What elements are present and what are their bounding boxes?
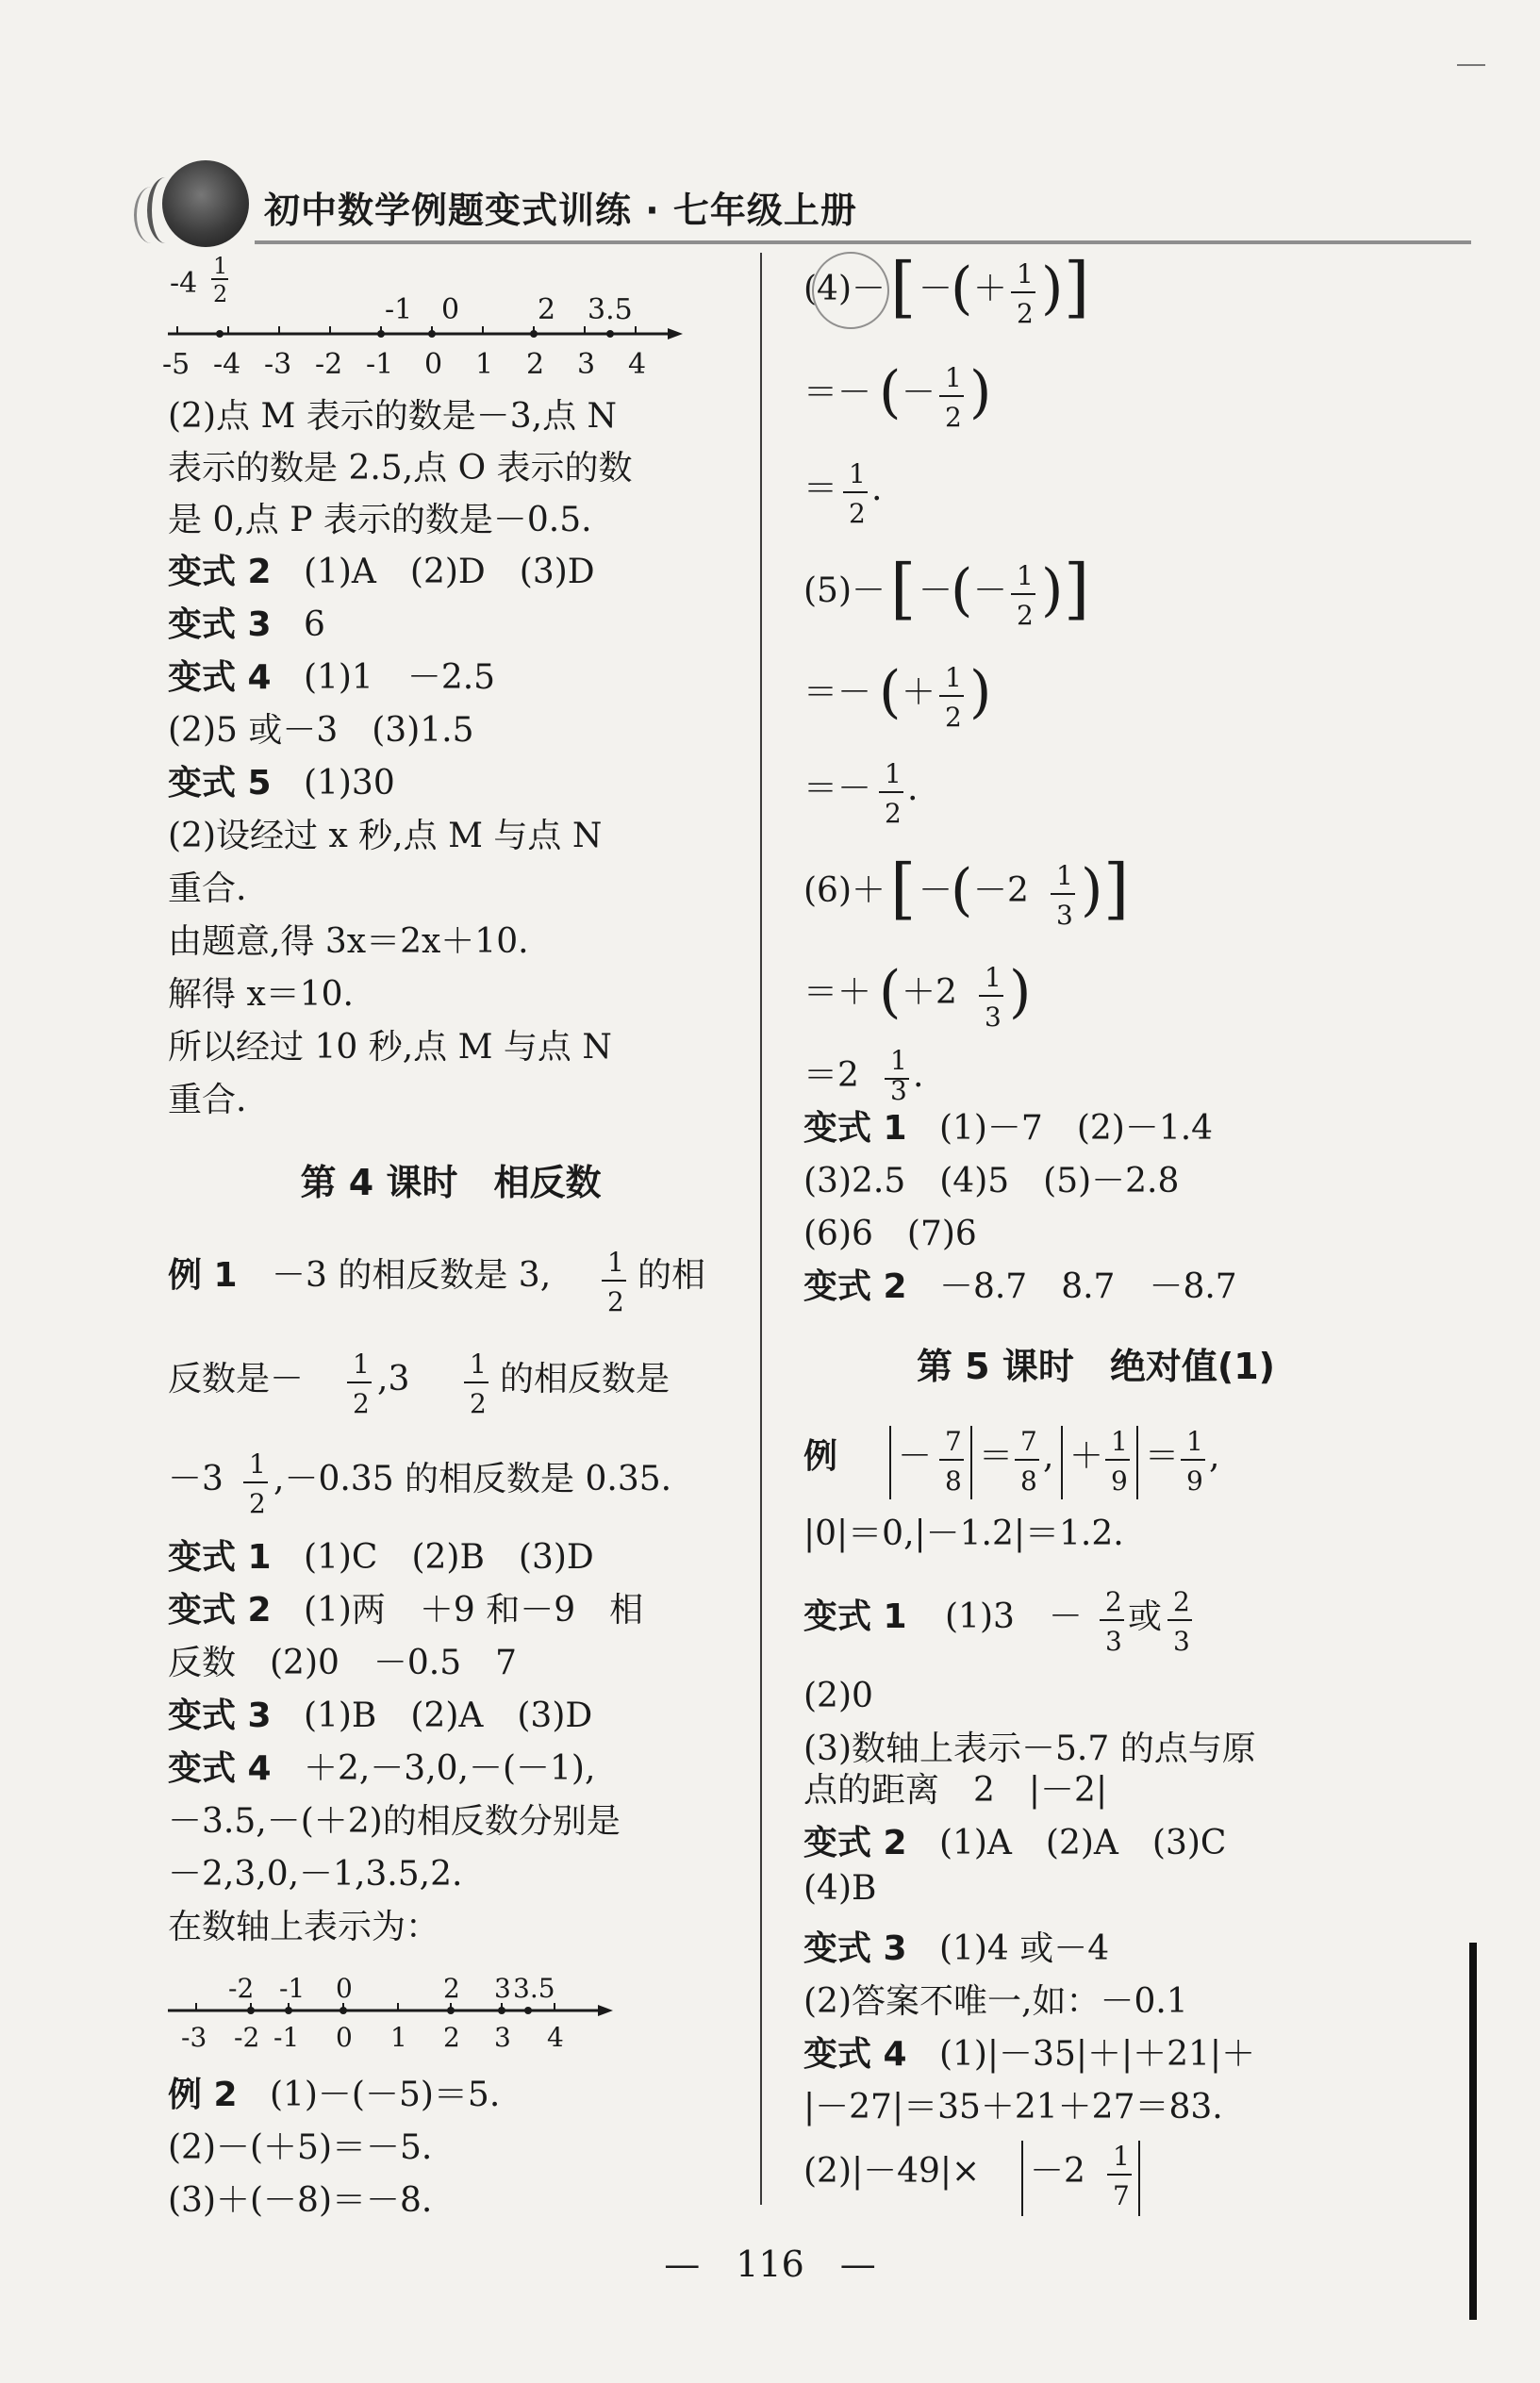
expr-text: － bbox=[973, 571, 1008, 610]
ex1-frac-num: 1 bbox=[607, 1247, 624, 1278]
paren-close: ) bbox=[1009, 959, 1032, 1025]
expr-text: , bbox=[1209, 1437, 1220, 1476]
nl2-tick-label: 2 bbox=[443, 2022, 460, 2053]
answer-rv2 bbox=[803, 1260, 1237, 1308]
answer-label: 变式 3 bbox=[168, 1696, 272, 1735]
ex1-frac-num: 1 bbox=[470, 1349, 487, 1380]
nl2-tick-label: 0 bbox=[336, 2022, 353, 2053]
expr-text: , bbox=[1043, 1437, 1054, 1476]
frac-den: 2 bbox=[1017, 298, 1034, 329]
ex1-text: 反数是－ bbox=[168, 1360, 305, 1398]
nl2-tick-label: 3 bbox=[494, 2022, 511, 2053]
answer-text: (1)C (2)B (3)D bbox=[303, 1538, 594, 1577]
expr-text: 或 bbox=[1128, 1597, 1163, 1636]
answer-label: 变式 2 bbox=[168, 553, 272, 591]
answer-text: (1)B (2)A (3)D bbox=[303, 1696, 593, 1735]
text-line: (2)设经过 x 秒,点 M 与点 N bbox=[168, 817, 603, 855]
paren-close: ) bbox=[969, 359, 992, 425]
frac-den: 2 bbox=[885, 798, 902, 829]
nl2-top-label: 2 bbox=[443, 1973, 460, 2004]
expr-text: ＝2 bbox=[803, 1056, 859, 1095]
nl1-top-label: -1 bbox=[385, 293, 413, 326]
frac-den: 9 bbox=[1186, 1465, 1203, 1497]
expr-text: ＝ bbox=[803, 470, 838, 508]
paren-open: ( bbox=[951, 857, 973, 923]
answer-text: (1)4 或－4 bbox=[938, 1929, 1110, 1968]
answer-text: (1)－(－5)＝5. bbox=[269, 2076, 501, 2114]
answer-bs4 bbox=[168, 651, 495, 699]
period: . bbox=[871, 470, 883, 508]
ex1-text: －3 的相反数是 3, bbox=[272, 1256, 552, 1295]
paren-open: ( bbox=[951, 557, 973, 623]
answer-ex2 bbox=[168, 2068, 500, 2116]
ex1-text: 的相反数是 bbox=[500, 1360, 671, 1398]
paren-open: ( bbox=[879, 659, 902, 725]
expr-text: － bbox=[902, 373, 936, 412]
expr-text: － bbox=[919, 571, 953, 610]
answer-label: 变式 4 bbox=[168, 1749, 272, 1788]
period: . bbox=[913, 1056, 924, 1095]
nl1-tick-label: -5 bbox=[162, 348, 190, 381]
top-edge-mark bbox=[1457, 64, 1485, 66]
frac-num: 1 bbox=[1111, 1426, 1128, 1457]
answer-v1 bbox=[168, 1531, 594, 1579]
answer-label: 变式 1 bbox=[803, 1109, 907, 1148]
ex1-frac-den: 2 bbox=[249, 1488, 266, 1519]
frac-den: 2 bbox=[945, 402, 962, 433]
answer-text: 6 bbox=[303, 605, 325, 644]
answer-text: (1)30 bbox=[303, 764, 395, 803]
section-title-5: 第 5 课时 绝对值(1) bbox=[916, 1346, 1276, 1387]
page-header bbox=[141, 141, 1462, 245]
answer-label: 变式 1 bbox=[803, 1597, 907, 1636]
frac-num: 1 bbox=[1017, 258, 1034, 290]
column-divider bbox=[760, 253, 762, 2205]
nl2-top-label: -2 bbox=[228, 1973, 255, 2004]
expr-text: ＋2 bbox=[902, 973, 957, 1012]
expr-text: (2)|－49|× bbox=[803, 2152, 981, 2191]
paren-open: ( bbox=[879, 959, 902, 1025]
nl1-tick-label: 2 bbox=[526, 348, 545, 381]
bracket-close: ] bbox=[1103, 850, 1130, 927]
text-line: (3)＋(－8)＝－8. bbox=[168, 2181, 433, 2220]
answer-text: (1)1 －2.5 bbox=[303, 658, 496, 697]
answer-v3 bbox=[168, 1689, 592, 1737]
nl2-point bbox=[247, 2007, 255, 2014]
nl1-point bbox=[606, 330, 614, 338]
bracket-close: ] bbox=[1064, 248, 1090, 325]
text-line: －3.5,－(＋2)的相反数分别是 bbox=[168, 1802, 621, 1841]
nl2-tick-label: -3 bbox=[181, 2022, 207, 2053]
nl1-label-a-den: 2 bbox=[213, 281, 228, 307]
ex1-frac-den: 2 bbox=[353, 1388, 370, 1419]
answer-text: (1)A (2)D (3)D bbox=[303, 553, 595, 591]
nl1-arrow bbox=[668, 328, 683, 339]
text-line: (2)5 或－3 (3)1.5 bbox=[168, 711, 474, 750]
expr-text: ＋ bbox=[973, 270, 1008, 308]
page-number: — 116 — bbox=[664, 2243, 876, 2285]
nl2-top-label: 3 bbox=[494, 1973, 511, 2004]
frac-den: 2 bbox=[849, 498, 866, 529]
number-line-1 bbox=[162, 253, 696, 385]
nl1-tick-label: 4 bbox=[628, 348, 647, 381]
expr-text: ＝－ bbox=[803, 673, 872, 712]
nl1-tick-label: 3 bbox=[577, 348, 596, 381]
expr-text: －2 bbox=[1030, 2152, 1085, 2191]
nl2-point bbox=[447, 2007, 455, 2014]
bracket-open: [ bbox=[890, 550, 917, 627]
frac-den: 8 bbox=[1020, 1465, 1037, 1497]
ex1-frac-num: 1 bbox=[353, 1349, 370, 1380]
bracket-close: ] bbox=[1064, 550, 1090, 627]
nl1-top-label: 0 bbox=[441, 293, 460, 326]
nl2-point bbox=[524, 2007, 532, 2014]
answer-label: 变式 4 bbox=[168, 658, 272, 697]
nl2-top-label: 3.5 bbox=[513, 1973, 555, 2004]
frac-num: 1 bbox=[985, 962, 1002, 993]
answer-bs3 bbox=[168, 598, 325, 646]
expr-text: ＋ bbox=[1069, 1437, 1104, 1476]
text-line: (2)－(＋5)＝－5. bbox=[168, 2128, 433, 2167]
header-title: 初中数学例题变式训练 · 七年级上册 bbox=[264, 190, 857, 231]
frac-den: 9 bbox=[1111, 1465, 1128, 1497]
nl1-top-label: 2 bbox=[538, 293, 556, 326]
text-line: 重合. bbox=[168, 869, 247, 908]
abs-example-label: 例 bbox=[803, 1437, 838, 1476]
expr-text: － bbox=[898, 1437, 933, 1476]
nl1-top-label: 3.5 bbox=[588, 293, 633, 326]
text-line: (4)B bbox=[803, 1869, 877, 1908]
text-line: (6)6 (7)6 bbox=[803, 1215, 977, 1253]
example-1-label: 例 1 bbox=[168, 1256, 238, 1295]
header-rule bbox=[255, 240, 1471, 244]
ex1-text: 的相 bbox=[638, 1256, 706, 1295]
answer-text: (1)|－35|＋|＋21|＋ bbox=[938, 2035, 1256, 2074]
answer-v4 bbox=[168, 1742, 595, 1790]
abs-example-block bbox=[803, 1413, 1445, 1809]
nl1-tick-label: 0 bbox=[424, 348, 443, 381]
nl2-tick-label: -2 bbox=[234, 2022, 260, 2053]
expr-text: (6)＋ bbox=[803, 871, 886, 910]
text-line: |－27|＝35＋21＋27＝83. bbox=[803, 2088, 1223, 2126]
paren-close: ) bbox=[1041, 557, 1064, 623]
answer-label: 变式 4 bbox=[803, 2035, 907, 2074]
logo-ball-icon bbox=[162, 160, 249, 247]
section-title-4: 第 4 课时 相反数 bbox=[300, 1162, 602, 1203]
text-line: 是 0,点 P 表示的数是－0.5. bbox=[168, 501, 592, 539]
expr-text: ＝－ bbox=[803, 373, 872, 412]
answer-bs5 bbox=[168, 756, 395, 804]
answer-label: 变式 3 bbox=[168, 605, 272, 644]
expr-text: ＝＋ bbox=[803, 973, 872, 1012]
paren-close: ) bbox=[969, 659, 992, 725]
expr-text: ＝ bbox=[979, 1437, 1014, 1476]
expr-text: － bbox=[919, 270, 953, 308]
answer-text: (1)两 ＋9 和－9 相 bbox=[303, 1591, 644, 1630]
abs-product-line bbox=[803, 2129, 1445, 2224]
text-line: 解得 x＝10. bbox=[168, 975, 354, 1014]
text-line: 由题意,得 3x＝2x＋10. bbox=[168, 922, 529, 961]
expr-text: －2 bbox=[973, 871, 1029, 910]
expr-text: ＋ bbox=[902, 673, 936, 712]
nl1-point bbox=[428, 330, 436, 338]
paren-open: ( bbox=[879, 359, 902, 425]
nl2-top-label: 0 bbox=[336, 1973, 353, 2004]
frac-num: 1 bbox=[1056, 860, 1073, 891]
text-line: 所以经过 10 秒,点 M 与点 N bbox=[168, 1028, 612, 1067]
text-line: |0|＝0,|－1.2|＝1.2. bbox=[803, 1514, 1124, 1553]
frac-num: 1 bbox=[945, 362, 962, 393]
period: . bbox=[907, 770, 919, 808]
answer-label: 变式 2 bbox=[168, 1591, 272, 1630]
nl1-point bbox=[216, 330, 224, 338]
frac-num: 1 bbox=[1186, 1426, 1203, 1457]
text-line: (2)点 M 表示的数是－3,点 N bbox=[168, 397, 618, 436]
answer-rv1 bbox=[803, 1101, 1213, 1150]
nl2-point bbox=[285, 2007, 292, 2014]
frac-den: 2 bbox=[945, 702, 962, 733]
frac-den: 3 bbox=[890, 1075, 907, 1106]
paren-close: ) bbox=[1041, 256, 1064, 322]
answer-text: (1)－7 (2)－1.4 bbox=[938, 1109, 1214, 1148]
text-line: (2)0 bbox=[803, 1677, 873, 1715]
text-line: 在数轴上表示为： bbox=[168, 1908, 440, 1946]
nl1-point bbox=[377, 330, 385, 338]
text-line: 表示的数是 2.5,点 O 表示的数 bbox=[168, 449, 633, 488]
expr-text: (4)－ bbox=[803, 270, 886, 308]
answer-text: (1)3 － bbox=[945, 1597, 1083, 1636]
text-line: 重合. bbox=[168, 1081, 247, 1119]
frac-num: 2 bbox=[1105, 1586, 1122, 1617]
ex1-text: ,3 bbox=[377, 1360, 410, 1398]
frac-den: 8 bbox=[945, 1465, 962, 1497]
example-1-block bbox=[168, 1233, 734, 1519]
expr-text: (5)－ bbox=[803, 571, 886, 610]
frac-num: 1 bbox=[890, 1045, 907, 1076]
answer-av3 bbox=[803, 1922, 1109, 1970]
answer-label: 变式 3 bbox=[803, 1929, 907, 1968]
answer-text: ＋2,－3,0,－(－1), bbox=[303, 1749, 596, 1788]
expr-text: ＝－ bbox=[803, 770, 872, 808]
answer-text: －8.7 8.7 －8.7 bbox=[938, 1267, 1237, 1306]
ex1-text: －3 bbox=[168, 1460, 224, 1498]
frac-num: 2 bbox=[1173, 1586, 1190, 1617]
frac-num: 1 bbox=[1113, 2141, 1130, 2172]
nl1-tick-label: -4 bbox=[213, 348, 241, 381]
text-line: (3)2.5 (4)5 (5)－2.8 bbox=[803, 1162, 1180, 1200]
ex1-frac-den: 2 bbox=[470, 1388, 487, 1419]
answer-label: 例 2 bbox=[168, 2076, 238, 2114]
nl1-label-a-num: 1 bbox=[213, 253, 228, 279]
nl2-tick-label: 1 bbox=[390, 2022, 407, 2053]
paren-close: ) bbox=[1081, 857, 1103, 923]
frac-num: 1 bbox=[945, 662, 962, 693]
ex1-frac-den: 2 bbox=[607, 1286, 624, 1317]
frac-den: 3 bbox=[1173, 1626, 1190, 1657]
text-line: (2)答案不唯一,如：－0.1 bbox=[803, 1982, 1188, 2021]
bracket-open: [ bbox=[890, 248, 917, 325]
text-line: －2,3,0,－1,3.5,2. bbox=[168, 1855, 463, 1894]
nl1-tick-label: -3 bbox=[264, 348, 292, 381]
answer-label: 变式 5 bbox=[168, 764, 272, 803]
frac-num: 1 bbox=[1017, 560, 1034, 591]
number-line-2 bbox=[168, 1960, 658, 2073]
nl2-arrow bbox=[598, 2005, 613, 2016]
nl2-tick-label: -1 bbox=[273, 2022, 300, 2053]
frac-num: 1 bbox=[885, 758, 902, 789]
frac-den: 3 bbox=[985, 1001, 1002, 1033]
paren-open: ( bbox=[951, 256, 973, 322]
frac-num: 1 bbox=[849, 458, 866, 489]
nl1-label-a: -4 bbox=[170, 267, 198, 300]
text-line: (3)数轴上表示－5.7 的点与原 bbox=[803, 1729, 1256, 1768]
answer-text: (1)A (2)A (3)C bbox=[938, 1824, 1227, 1862]
answer-av2 bbox=[803, 1816, 1226, 1864]
answer-bs2 bbox=[168, 545, 595, 593]
nl1-point bbox=[530, 330, 538, 338]
nl2-point bbox=[339, 2007, 347, 2014]
expr-text: － bbox=[919, 871, 953, 910]
frac-num: 7 bbox=[1020, 1426, 1037, 1457]
frac-num: 7 bbox=[945, 1426, 962, 1457]
text-line: 点的距离 2 |－2| bbox=[803, 1771, 1108, 1810]
answer-label: 变式 2 bbox=[803, 1267, 907, 1306]
frac-den: 3 bbox=[1056, 900, 1073, 931]
frac-den: 3 bbox=[1105, 1626, 1122, 1657]
nl2-tick-label: 4 bbox=[547, 2022, 564, 2053]
bracket-expressions bbox=[803, 248, 1445, 1106]
bracket-open: [ bbox=[890, 850, 917, 927]
answer-label: 变式 2 bbox=[803, 1824, 907, 1862]
frac-den: 2 bbox=[1017, 600, 1034, 631]
nl1-tick-label: -2 bbox=[315, 348, 343, 381]
expr-text: ＝ bbox=[1145, 1437, 1180, 1476]
nl2-point bbox=[498, 2007, 505, 2014]
nl1-tick-label: 1 bbox=[475, 348, 494, 381]
frac-den: 7 bbox=[1113, 2180, 1130, 2211]
answer-v2 bbox=[168, 1583, 643, 1631]
nl1-tick-label: -1 bbox=[366, 348, 394, 381]
ex1-frac-num: 1 bbox=[249, 1448, 266, 1480]
answer-label: 变式 1 bbox=[168, 1538, 272, 1577]
nl2-top-label: -1 bbox=[279, 1973, 306, 2004]
answer-av4 bbox=[803, 2027, 1255, 2076]
text-line: 反数 (2)0 －0.5 7 bbox=[168, 1644, 518, 1682]
ex1-text: ,－0.35 的相反数是 0.35. bbox=[273, 1460, 672, 1498]
